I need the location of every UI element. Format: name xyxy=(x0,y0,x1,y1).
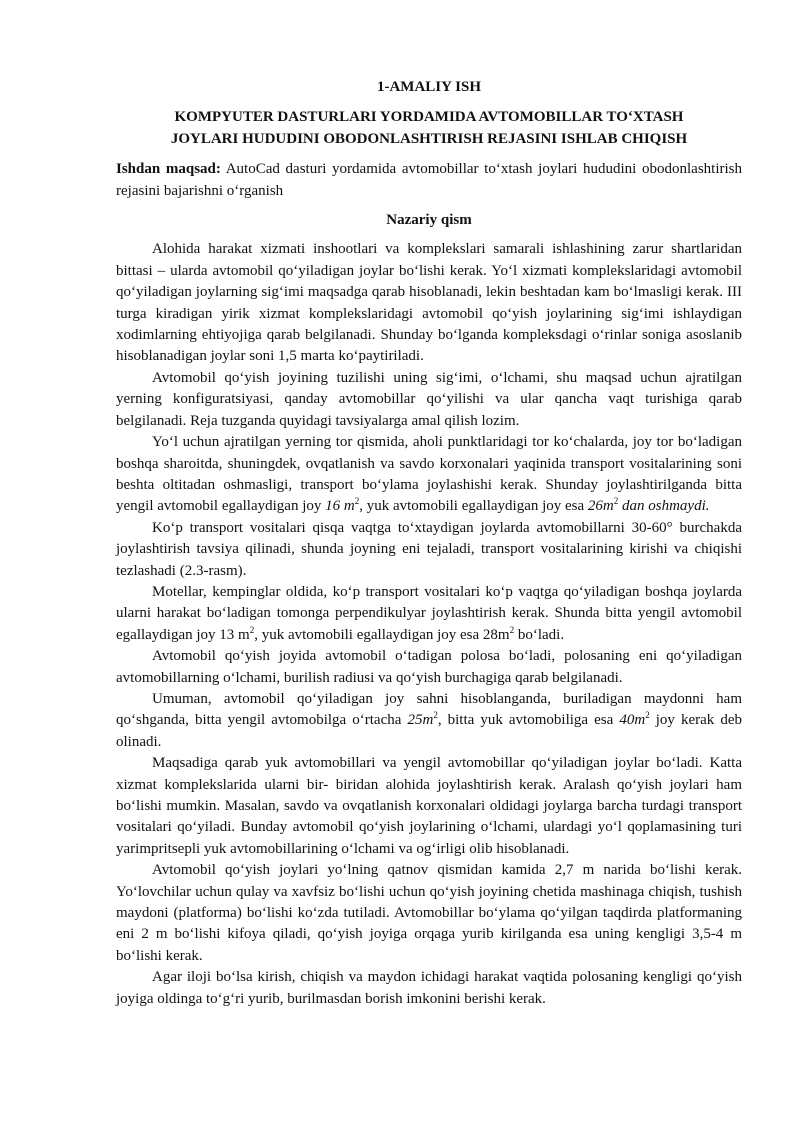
goal-statement xyxy=(116,159,742,202)
paragraph-5-exponent-b: 2 xyxy=(509,624,515,635)
paragraph-10: Agar iloji bo‘lsa kirish, chiqish va maydon ichidagi harakat vaqtida polosaning kengligi qo‘yish joyiga oldinga to‘g‘ri yurib, burilmasdan borish imkonini berishi kerak. xyxy=(116,969,742,1007)
paragraph-5-exponent-a: 2 xyxy=(249,624,255,635)
section-title: Nazariy qism xyxy=(386,212,472,229)
paragraph-5-text-c: bo‘ladi. xyxy=(514,626,565,643)
paragraph-5-text-a: Motellar, kempinglar oldida, ko‘p transport vositalari ko‘p vaqtga qo‘yiladigan boshqa joylarda ularni harakat bo‘ladigan tomonga perpendikulyar joylashtirish kerak. Shunda bitta yengil avtomobil egallaydigan joy 13 m xyxy=(116,583,742,643)
paragraph-7-text-c: joy kerak deb olinadi. xyxy=(116,712,743,750)
main-title xyxy=(116,107,742,150)
paragraph-7-text-a: Umuman, avtomobil qo‘yiladigan joy sahni hisoblanganda, buriladigan maydonni ham qo‘shganda, bitta yengil avtomobilga o‘rtacha xyxy=(116,690,742,729)
paragraph-3-text-b: , yuk avtomobili egallaydigan joy esa xyxy=(359,498,588,515)
truck-average-area: 40m xyxy=(619,712,646,729)
car-area-value: 16 m xyxy=(325,498,355,515)
paragraph-9: Avtomobil qo‘yish joylari yo‘lning qatnov qismidan kamida 2,7 m narida bo‘lishi kerak. Yo‘lovchilar uchun qulay va xavfsiz bo‘lishi uchun qo‘yish joyining chetida mashinaga chiqish, tushish maydoni (platforma) bo‘lishi ko‘zda tutiladi. Avtomobillar bo‘ylama qo‘yilgan taqdirda platformaning eni 2 m bo‘lishi kifoya qiladi, qo‘yish joyiga orqaga yurib kirilganda esa uning kengligi 3,5-4 m bo‘lishi kerak. xyxy=(116,862,742,964)
paragraph-1: Alohida harakat xizmati inshootlari va komplekslari samarali ishlashining zarur shartlaridan bittasi – ularda avtomobil qo‘yiladigan joylar bo‘lishi kerak. Yo‘l xizmati komplekslaridagi avtomobil qo‘yiladigan joylarning sig‘imi maqsadga qarab hisoblanadi, lekin beshtadan kam bo‘lmasligi kerak. III turga kiradigan yirik xizmat komplekslaridagi avtomobil qo‘yish joylarining sig‘imi ishlaydigan xodimlarning ehtiyojiga qarab belgilanadi. Shunday bo‘lganda kompleksdagi o‘rinlar soniga asoslanib hisoblanadigan joylar soni 1,5 marta ko‘paytiriladi. xyxy=(116,241,742,365)
paragraph-3-text-c: dan oshmaydi. xyxy=(618,498,710,515)
paragraph-2: Avtomobil qo‘yish joyining tuzilishi uning sig‘imi, o‘lchami, shu maqsad uchun ajratilgan yerning konfiguratsiyasi, qanday avtomobillar qo‘yilishi va ular qancha vaqt turishiga qarab belgilanadi. Reja tuzganda quyidagi tavsiyalarga amal qilish lozim. xyxy=(116,369,742,429)
paragraph-5-text-b: , yuk avtomobili egallaydigan joy esa 28m xyxy=(254,626,510,643)
paragraph-8: Maqsadiga qarab yuk avtomobillari va yengil avtomobillar qo‘yiladigan joylar bo‘ladi. Katta xizmat komplekslarida ularni bir- biridan alohida joylashtirish kerak. Aralash qo‘yish joylari ham bo‘lishi mumkin. Masalan, savdo va ovqatlanish korxonalari oldidagi joylarga barcha turdagi transport vositalari qo‘yiladi. Bunday avtomobil qo‘yish joylarining o‘lchami, ulardagi yo‘l qoplamasining turi yarimpritsepli yuk avtomobillarining o‘lchami va og‘irligi olib hisoblanadi. xyxy=(116,755,742,857)
truck-area-exponent: 2 xyxy=(613,496,619,507)
car-average-area: 25m xyxy=(407,712,434,729)
car-area-exponent: 2 xyxy=(354,496,360,507)
goal-text: AutoCad dasturi yordamida avtomobillar to‘xtash joylari hududini obodonlashtirish rejasini bajarishni o‘rganish xyxy=(116,161,742,199)
goal-label: Ishdan maqsad: xyxy=(116,161,221,178)
lab-title: 1-AMALIY ISH xyxy=(376,79,482,95)
paragraph-7-text-b: , bitta yuk avtomobiliga esa xyxy=(437,712,620,729)
paragraph-3 xyxy=(116,432,742,518)
truck-area-value: 26m xyxy=(587,498,614,515)
paragraph-7 xyxy=(116,689,742,753)
car-average-exponent: 2 xyxy=(433,710,438,721)
main-title-line-2: JOYLARI HUDUDINI OBODONLASHTIRISH REJASINI ISHLAB CHIQISH xyxy=(170,130,688,147)
paragraph-3-text-a: Yo‘l uchun ajratilgan yerning tor qismida, aholi punktlaridagi tor ko‘chalarda, joy tor bo‘ladigan boshqa sharoitda, shuningdek, ovqatlanish va savdo korxonalari yaqinida transport vositalarining soni beshta oltitadan oshmasligi, transport bo‘ylama joylashishi kerak. Shunday joylashtirilganda bitta yengil avtomobil egallaydigan joy xyxy=(116,434,742,515)
paragraph-4: Ko‘p transport vositalari qisqa vaqtga to‘xtaydigan joylarda avtomobillarni 30-60° burchakda joylashtirish tavsiya qilinadi, shunda joyning eni tejaladi, transport vositalarining kirishi va chiqishi tezlashadi (2.3-rasm). xyxy=(116,519,742,579)
truck-average-exponent: 2 xyxy=(645,710,650,721)
paragraph-5 xyxy=(116,582,742,646)
paragraph-6: Avtomobil qo‘yish joyida avtomobil o‘tadigan polosa bo‘ladi, polosaning eni qo‘yiladigan avtomobillarning o‘lchami, burilish radiusi va qo‘yish burchagiga qarab belgilanadi. xyxy=(116,648,742,686)
main-title-line-1: KOMPYUTER DASTURLARI YORDAMIDA AVTOMOBILLAR TO‘XTASH xyxy=(174,109,684,126)
